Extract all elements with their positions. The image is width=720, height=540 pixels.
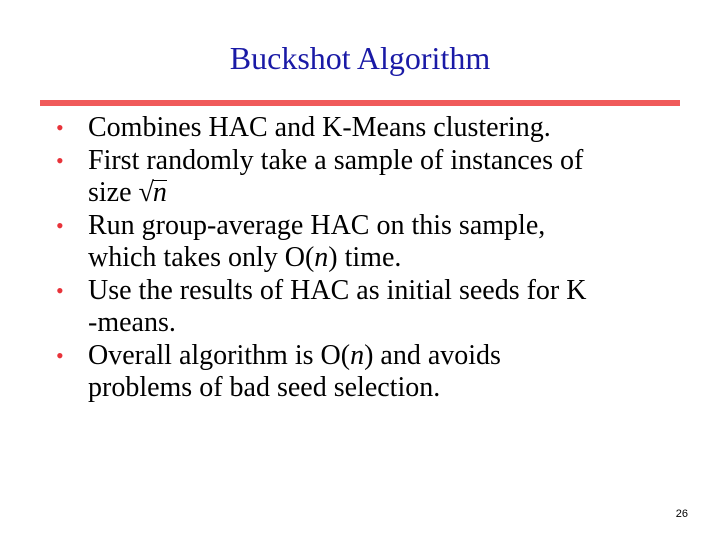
bullet-dot-icon: •: [56, 115, 64, 140]
bullet-text: ) time.: [328, 242, 402, 273]
bullet-text: Combines HAC and K-Means clustering.: [88, 112, 551, 143]
bullet-text: -means.: [88, 307, 176, 338]
bullet-text: size: [88, 177, 139, 208]
page-number: 26: [675, 508, 688, 520]
sqrt-n-expression: [139, 177, 167, 210]
sqrt-symbol: √: [138, 177, 154, 208]
bullet-text: Run group-average HAC on this sample,: [88, 209, 546, 241]
bullet-text: Overall algorithm is O(: [88, 339, 351, 371]
title-divider: [40, 100, 680, 106]
sqrt-variable: n: [152, 177, 167, 208]
variable-n: n: [314, 242, 329, 273]
bullet-item-combines: [56, 112, 696, 145]
bullet-text: Use the results of HAC as initial seeds for K: [88, 274, 587, 306]
bullet-item-seeds: [56, 275, 696, 340]
bullet-text: ) and avoids: [364, 339, 501, 371]
bullet-dot-icon: •: [56, 212, 64, 238]
bullet-item-overall: [56, 340, 696, 405]
bullet-item-group-average: [56, 210, 696, 275]
bullet-dot-icon: •: [56, 277, 64, 303]
variable-n: n: [350, 339, 365, 371]
bullet-list: [56, 112, 696, 405]
bullet-text: problems of bad seed selection.: [88, 372, 441, 403]
bullet-item-sample: [56, 145, 696, 210]
bullet-text: which takes only O(: [88, 242, 315, 273]
slide-title: Buckshot Algorithm: [229, 40, 491, 76]
bullet-dot-icon: •: [56, 147, 64, 173]
bullet-text: First randomly take a sample of instances of: [88, 144, 584, 176]
bullet-dot-icon: •: [56, 342, 64, 368]
